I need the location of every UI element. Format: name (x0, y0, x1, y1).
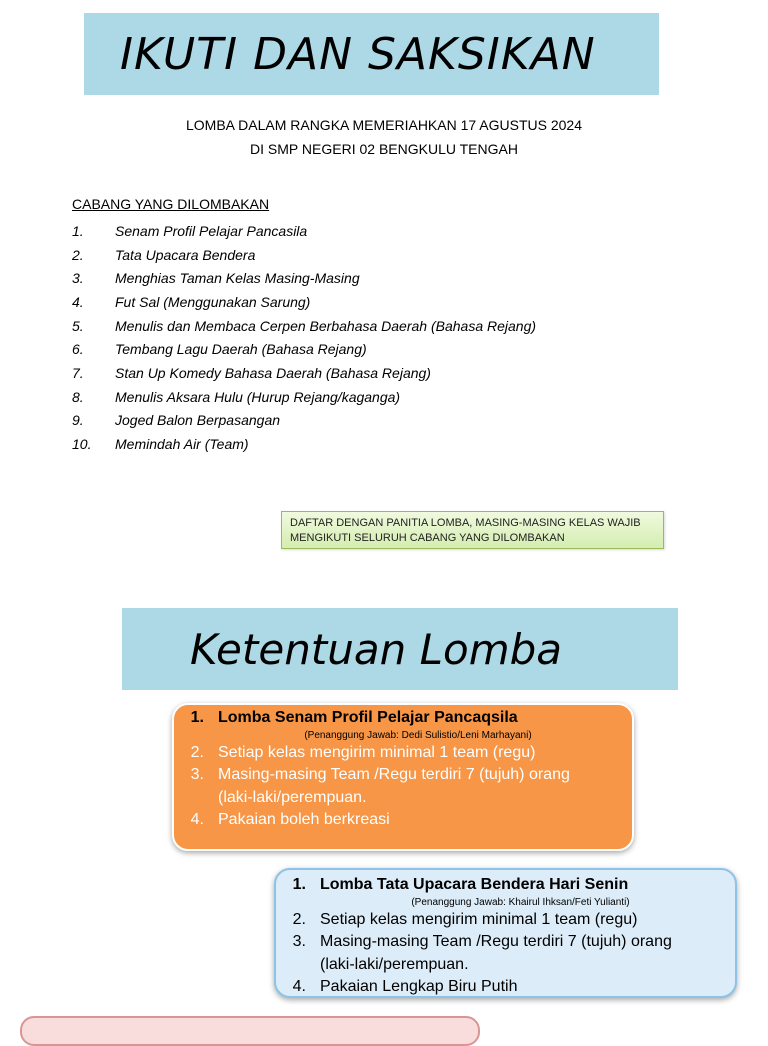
list-item (72, 409, 536, 433)
list-item (72, 361, 536, 385)
card-rule-text: Setiap kelas mengirim minimal 1 team (regu) (218, 743, 536, 761)
list-item-number: 6. (72, 341, 84, 358)
list-item (72, 290, 536, 314)
subtitle-line-1: LOMBA DALAM RANGKA MEMERIAHKAN 17 AGUSTUS 2024 (185, 117, 583, 133)
card-rule-number: 2. (190, 743, 204, 761)
card-rule-text: Pakaian boleh berkreasi (218, 811, 390, 828)
card-title-row (174, 707, 632, 730)
next-rules-card (20, 1016, 480, 1046)
card-title-row (276, 874, 735, 897)
card-rule-row (276, 976, 735, 999)
senam-rules-card (172, 703, 634, 851)
card-rule-number: 2. (292, 910, 306, 928)
list-item (72, 432, 536, 456)
card-rule-number (174, 787, 218, 810)
card-rule-row (276, 909, 735, 932)
ketentuan-banner (122, 608, 678, 690)
card-rule-text: (laki-laki/perempuan. (218, 788, 367, 806)
top-banner-title: IKUTI DAN SAKSIKAN (120, 28, 596, 80)
upacara-rules-card (274, 868, 737, 998)
card-rule-row (174, 742, 632, 765)
list-item (72, 337, 536, 361)
list-item (72, 243, 536, 267)
card-rule-number: 4. (292, 978, 306, 995)
list-item (72, 219, 536, 243)
card-penanggung-jawab: (Penanggung Jawab: Khairul Ihksan/Feti Yulianti) (411, 896, 630, 908)
list-item-number: 5. (72, 317, 84, 334)
cabang-list (72, 219, 536, 456)
card-rule-row (276, 954, 735, 977)
card-title: Lomba Senam Profil Pelajar Pancaqsila (218, 709, 518, 726)
card-rule-text: Setiap kelas mengirim minimal 1 team (regu) (320, 910, 638, 928)
list-item-text: Menghias Taman Kelas Masing-Masing (115, 270, 360, 287)
list-item-text: Joged Balon Berpasangan (115, 412, 281, 429)
top-banner (84, 13, 659, 95)
card-rule-row (174, 809, 632, 832)
card-title-number: 1. (190, 709, 204, 726)
list-item-number: 7. (72, 364, 84, 381)
card-rule-number: 3. (190, 766, 204, 783)
list-item-text: Menulis dan Membaca Cerpen Berbahasa Daerah (Bahasa Rejang) (115, 317, 537, 334)
list-item-number: 10. (72, 436, 92, 453)
list-item-text: Senam Profil Pelajar Pancasila (115, 222, 308, 239)
list-item-text: Fut Sal (Menggunakan Sarung) (115, 293, 311, 310)
list-item-text: Stan Up Komedy Bahasa Daerah (Bahasa Rejang) (115, 364, 431, 381)
list-item-number: 2. (72, 246, 84, 263)
subtitle-line-2: DI SMP NEGERI 02 BENGKULU TENGAH (250, 141, 518, 157)
registration-note: DAFTAR DENGAN PANITIA LOMBA, MASING-MASING KELAS WAJIB MENGIKUTI SELURUH CABANG YANG DILOMBAKAN (281, 511, 664, 549)
list-item-number: 4. (72, 293, 84, 310)
list-item-text: Tata Upacara Bendera (115, 246, 256, 263)
card-title-number: 1. (292, 876, 306, 893)
list-item (72, 266, 536, 290)
card-rule-number: 3. (292, 933, 306, 950)
cabang-heading: CABANG YANG DILOMBAKAN (72, 196, 270, 212)
card-rule-row (276, 931, 735, 954)
card-rule-number (276, 954, 320, 977)
card-rule-row (174, 787, 632, 810)
card-title: Lomba Tata Upacara Bendera Hari Senin (320, 876, 629, 893)
list-item (72, 314, 536, 338)
card-rule-text: Masing-masing Team /Regu terdiri 7 (tujuh) orang (218, 766, 570, 783)
list-item-number: 1. (72, 222, 84, 239)
card-rule-row (174, 764, 632, 787)
list-item-number: 9. (72, 412, 84, 429)
list-item-number: 8. (72, 388, 84, 405)
list-item-number: 3. (72, 270, 84, 287)
card-rule-text: (laki-laki/perempuan. (320, 955, 469, 973)
list-item-text: Menulis Aksara Hulu (Hurup Rejang/kaganga) (115, 388, 401, 405)
list-item-text: Tembang Lagu Daerah (Bahasa Rejang) (115, 341, 367, 358)
card-rule-text: Masing-masing Team /Regu terdiri 7 (tujuh) orang (320, 933, 672, 950)
list-item (72, 385, 536, 409)
list-item-text: Memindah Air (Team) (115, 436, 249, 453)
card-penanggung-jawab: (Penanggung Jawab: Dedi Sulistio/Leni Marhayani) (304, 729, 532, 741)
card-rule-text: Pakaian Lengkap Biru Putih (320, 978, 518, 995)
ketentuan-banner-title: Ketentuan Lomba (190, 624, 563, 674)
card-rule-number: 4. (190, 811, 204, 828)
